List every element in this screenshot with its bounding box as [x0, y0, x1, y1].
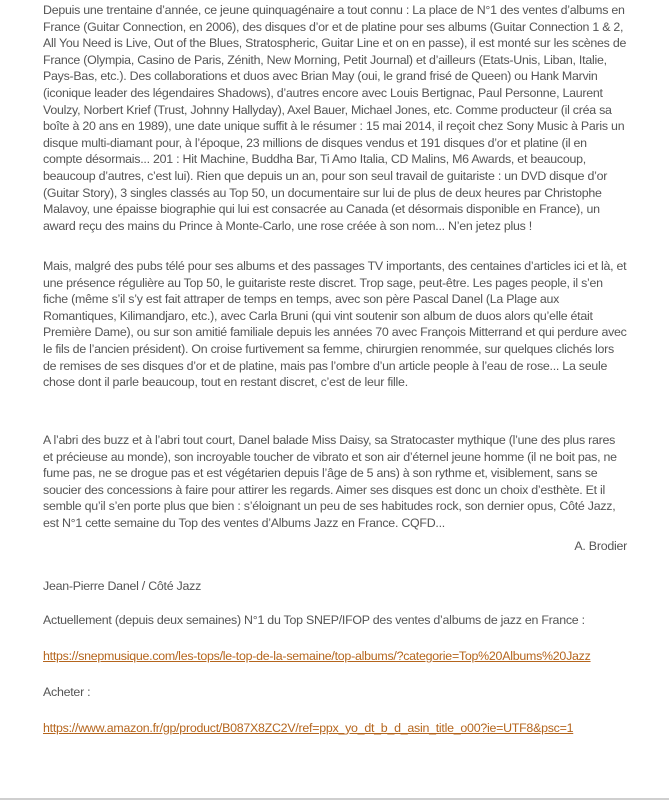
amazon-link-line	[43, 720, 573, 737]
author-signature: A. Brodier	[574, 539, 627, 553]
article-paragraph-career: Depuis une trentaine d’année, ce jeune quinquagénaire a tout connu : La place de N°1 des ventes d’albums en France (Guitar Connection, en 2006), des disques d’or et de platine pour ses albums (Guitar Connection 1 & 2, All You Need is Live, Out of the Blues, Stratospheric, Guitar Line et on en passe), il est monté sur les scènes de France (Olympia, Casino de Paris, Zénith, New Morning, Petit Journal) et d’ailleurs (Etats-Unis, Liban, Italie, Pays-Bas, etc.). Des collaborations et duos avec Brian May (oui, le grand frisé de Queen) ou Hank Marvin (iconique leader des légendaires Shadows), d’autres encore avec Louis Bertignac, Paul Personne, Laurent Voulzy, Norbert Krief (Trust, Johnny Hallyday), Axel Bauer, Michael Jones, etc. Comme producteur (il créa sa boîte à 20 ans en 1989), une date unique suffit à le résumer : 15 mai 2014, il reçoit chez Sony Music à Paris un disque multi-diamant pour, à l’époque, 23 millions de disques vendus et 191 disques d’or et platine (il en compte désormais... 201 : Hit Machine, Buddha Bar, Ti Amo Italia, CD Malins, M6 Awards, et beaucoup, beaucoup d’autres, c’est lui). Rien que depuis un an, pour son seul travail de guitariste : un DVD disque d’or (Guitar Story), 3 singles classés au Top 50, un documentaire sur lui de plus de deux heures par Christophe Malavoy, une épaisse biographie qui lui est consacrée au Canada (et désormais disponible en France), un award reçu des mains du Prince à Monte-Carlo, une rose créée à son nom... N’en jetez plus !	[43, 3, 627, 233]
snep-chart-link[interactable]: https://snepmusique.com/les-tops/le-top-de-la-semaine/top-albums/?categorie=Top%20Albums%20Jazz	[43, 649, 591, 663]
chart-status-text: Actuellement (depuis deux semaines) N°1 du Top SNEP/IFOP des ventes d’albums de jazz en France :	[43, 613, 585, 627]
article-paragraph-cote-jazz: A l’abri des buzz et à l’abri tout court, Danel balade Miss Daisy, sa Stratocaster mythique (l’une des plus rares et précieuse au monde), son incroyable toucher de vibrato et son air d’éternel jeune homme (il ne boit pas, ne fume pas, ne se drogue pas et est végétarien depuis l’âge de 5 ans) à son rythme et, visiblement, sans se soucier des concessions à faire pour attirer les regards. Aimer ses disques est donc un choix d’esthète. Et il semble qu’il s’en porte plus que bien : s’éloignant un peu de ses habitudes rock, son dernier opus, Côté Jazz, est N°1 cette semaine du Top des ventes d’Albums Jazz en France. CQFD...	[43, 433, 617, 530]
album-credit: Jean-Pierre Danel / Côté Jazz	[43, 579, 202, 593]
article-paragraph-discretion: Mais, malgré des pubs télé pour ses albums et des passages TV importants, des centaines d’articles ici et là, et une présence régulière au Top 50, le guitariste reste discret. Trop sage, peut-être. Les pages people, il s’en fiche (même s’il s’y est fait attraper de temps en temps, avec son père Pascal Danel (La Plage aux Romantiques, Kilimandjaro, etc.), avec Carla Bruni (qui vint soutenir son album de duos alors qu’elle était Première Dame), ou sur son amitié familiale depuis les années 70 avec François Mitterrand et qui perdure avec le fils de l’ancien président). On croise furtivement sa femme, chirurgien renommée, sur quelques clichés lors de remises de ses disques d’or et de platine, mais pas l’ombre d’un article people à l’eau de rose... La seule chose dont il parle beaucoup, tout en restant discret, c’est de leur fille.	[43, 259, 627, 390]
snep-link-line	[43, 648, 591, 665]
buy-label: Acheter :	[43, 685, 91, 699]
amazon-product-link[interactable]: https://www.amazon.fr/gp/product/B087X8ZC2V/ref=ppx_yo_dt_b_d_asin_title_o00?ie=UTF8&psc=1	[43, 721, 574, 735]
